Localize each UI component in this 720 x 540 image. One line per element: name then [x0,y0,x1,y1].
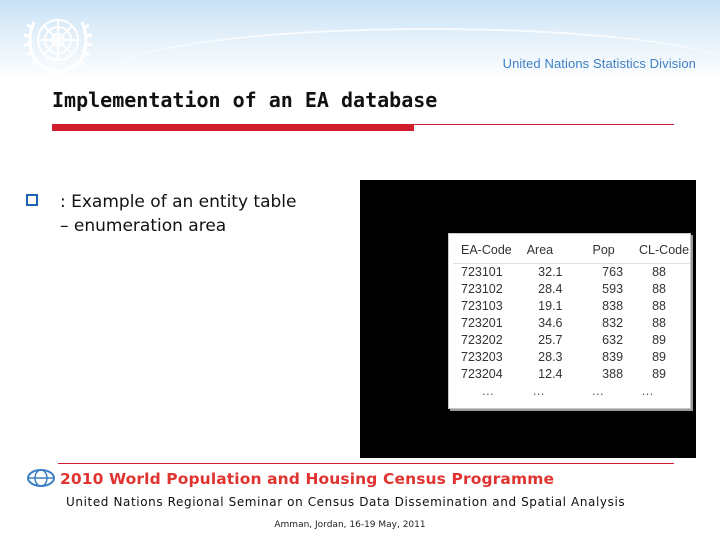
cell-cl-code: 88 [652,282,666,296]
cell-area: 28.3 [538,350,563,364]
table-row [453,281,690,298]
table-row [453,332,690,349]
cell-area: 28.4 [538,282,563,296]
cell-area: 19.1 [538,299,563,313]
cell-cl-code: 89 [652,350,666,364]
cell-pop: 832 [602,316,624,330]
cell-pop: 388 [602,367,624,381]
cell-cl-code: … [641,384,654,398]
entity-table-card [448,233,691,409]
cell-area: … [532,384,545,398]
title-underline-thin [414,124,674,125]
entity-table [453,237,690,400]
cell-ea-code: … [481,384,495,398]
cell-ea-code: 723204 [461,367,503,381]
census-programme-banner: 2010 World Population and Housing Census Programme [60,470,555,488]
column-header-ea-code: EA-Code [453,237,515,264]
table-row-ellipsis [453,383,690,400]
cell-ea-code: 723101 [461,265,503,279]
bullet-text [60,190,355,238]
cell-ea-code: 723202 [461,333,503,347]
cell-pop: 838 [602,299,624,313]
cell-area: 25.7 [538,333,563,347]
cell-area: 34.6 [538,316,563,330]
seminar-location: Amman, Jordan, 16-19 May, 2011 [274,520,426,530]
cell-pop: 763 [602,265,624,279]
footer-divider [58,463,674,464]
cell-area: 32.1 [538,265,563,279]
table-row [453,366,690,383]
cell-area: 12.4 [538,367,563,381]
bullet-line-2: – enumeration area [60,216,227,236]
column-header-area: Area [515,237,573,264]
seminar-title: United Nations Regional Seminar on Census Data Dissemination and Spatial Analysis [66,495,626,509]
org-name: United Nations Statistics Division [502,56,696,71]
column-header-cl-code: CL-Code [629,237,690,264]
table-row [453,264,690,282]
table-row [453,298,690,315]
cell-pop: 632 [602,333,624,347]
cell-pop: … [591,384,605,398]
globe-logo-icon [26,468,56,488]
title-underline-red [52,124,414,131]
table-row [453,349,690,366]
bullet-line-1: : Example of an entity table [60,192,297,212]
cell-ea-code: 723102 [461,282,503,296]
cell-cl-code: 88 [652,265,666,279]
table-row [453,315,690,332]
cell-cl-code: 88 [652,316,666,330]
cell-ea-code: 723103 [461,299,503,313]
cell-ea-code: 723201 [461,316,503,330]
un-emblem-icon [20,8,96,76]
cell-cl-code: 89 [652,367,666,381]
cell-ea-code: 723203 [461,350,503,364]
checkbox-bullet-icon [26,194,38,206]
cell-pop: 593 [602,282,624,296]
column-header-pop: Pop [573,237,630,264]
slide-title: Implementation of an EA database [52,88,438,112]
cell-cl-code: 88 [652,299,666,313]
cell-cl-code: 89 [652,333,666,347]
cell-pop: 839 [602,350,624,364]
table-header-row [453,237,690,264]
